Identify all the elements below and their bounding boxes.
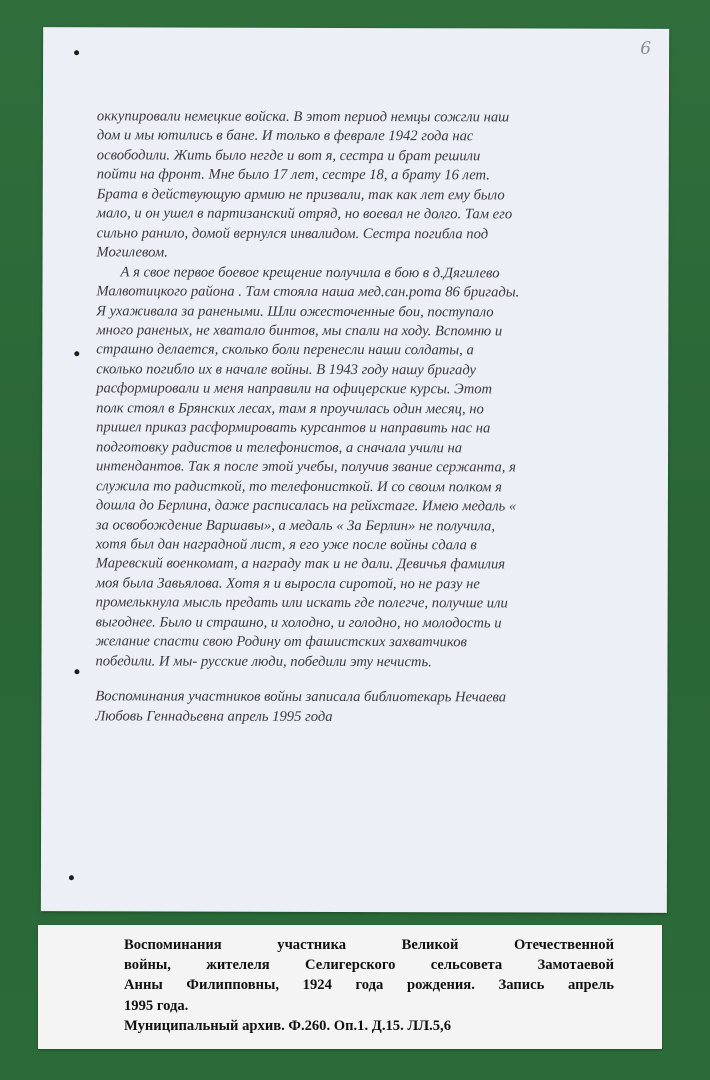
caption-text (124, 935, 614, 1036)
punch-hole (74, 351, 79, 356)
text-line: хотя был дан наградной лист, я его уже после войны сдала в (95, 536, 477, 554)
page-number: 6 (640, 38, 652, 59)
text-line: моя была Завьялова. Хотя я и выросла сиротой, но не разу не (95, 575, 480, 593)
caption-line: 1995 года. (124, 997, 189, 1014)
text-line: Я ухаживала за ранеными. Шли ожесточенные бои, поступало (96, 302, 494, 320)
text-line: победили. И мы- русские люди, победили эту нечисть. (95, 653, 432, 670)
text-line: желание спасти свою Родину от фашистских захватчиков (95, 633, 467, 651)
caption-line: Воспоминания участника Великой Отечественной (124, 937, 614, 953)
caption-line: Анны Филипповны, 1924 года рождения. Запись апрель (124, 977, 614, 994)
text-line: освободили. Жить было негде и вот я, сестра и брат решили (96, 147, 481, 165)
text-line: дошла до Берлина, даже расписалась на рейхстаге. Имею медаль « (95, 497, 517, 515)
typewritten-page (41, 27, 669, 913)
signoff-line: Воспоминания участников войны записала библиотекарь Нечаева (95, 688, 507, 706)
punch-hole (74, 50, 79, 55)
text-line: служила то радисткой, то телефонисткой. И со своим полком я (95, 477, 502, 495)
text-line: выгоднее. Было и страшно, и холодно, и голодно, но молодость и (95, 614, 502, 632)
text-line: пойти на фронт. Мне было 17 лет, сестре 18, а брату 16 лет. (96, 166, 490, 184)
text-line: расформировали и меня направили на офицерские курсы. Этот (96, 380, 493, 398)
text-line: Маревский военкомат, а награду так и не дали. Девичья фамилия (95, 555, 506, 573)
text-line: оккупировали немецкие войска. В этот период немцы сожгли наш (96, 108, 510, 126)
text-line: сильно ранило, домой вернулся инвалидом. Сестра погибла под (96, 225, 489, 243)
recorder-signoff (95, 687, 615, 727)
text-line: полк стоял в Брянских лесах, там я проучилась один месяц, но (96, 400, 484, 418)
punch-hole (74, 669, 79, 674)
archive-caption-label (38, 925, 662, 1049)
text-line: подготовку радистов и телефонистов, а сначала учили на (96, 439, 463, 456)
text-line: интендантов. Так я после этой учебы, получив звание сержанта, я (95, 458, 516, 476)
text-line: за освобождение Варшавы», а медаль « За Берлин» не получила, (95, 516, 496, 534)
text-line: Брата в действующую армию не призвали, так как лет ему было (96, 186, 505, 204)
text-line: Могилевом. (96, 244, 168, 261)
text-line: мало, и он ушел в партизанский отряд, но воевал не долго. Там его (96, 205, 513, 223)
memoir-text (95, 107, 606, 672)
signoff-line: Любовь Геннадьевна апрель 1995 года (95, 707, 333, 725)
text-line: А я свое первое боевое крещение получила в бою в д.Дягилево (120, 264, 500, 282)
caption-line: войны, жителеля Селигерского сельсовета Замотаевой (124, 957, 614, 974)
archive-reference: Муниципальный архив. Ф.260. Оп.1. Д.15. ЛЛ.5,6 (124, 1017, 451, 1034)
text-line: Малвотицкого района . Там стояла наша мед.сан.рота 86 бригады. (96, 283, 520, 301)
text-line: промелькнула мысль предать или искать где полегче, получше или (95, 594, 508, 612)
text-line: дом и мы ютились в бане. И только в феврале 1942 года нас (96, 127, 474, 145)
text-line: пришел приказ расформировать курсантов и направить нас на (96, 419, 491, 437)
punch-hole (69, 875, 74, 880)
text-line: сколько погибло их в начале войны. В 1943 году нашу бригаду (96, 361, 477, 379)
text-line: много раненых, не хватало бинтов, мы спали на ходу. Вспомню и (96, 322, 503, 340)
text-line: страшно делается, сколько боли перенесли наши солдаты, а (96, 341, 474, 359)
